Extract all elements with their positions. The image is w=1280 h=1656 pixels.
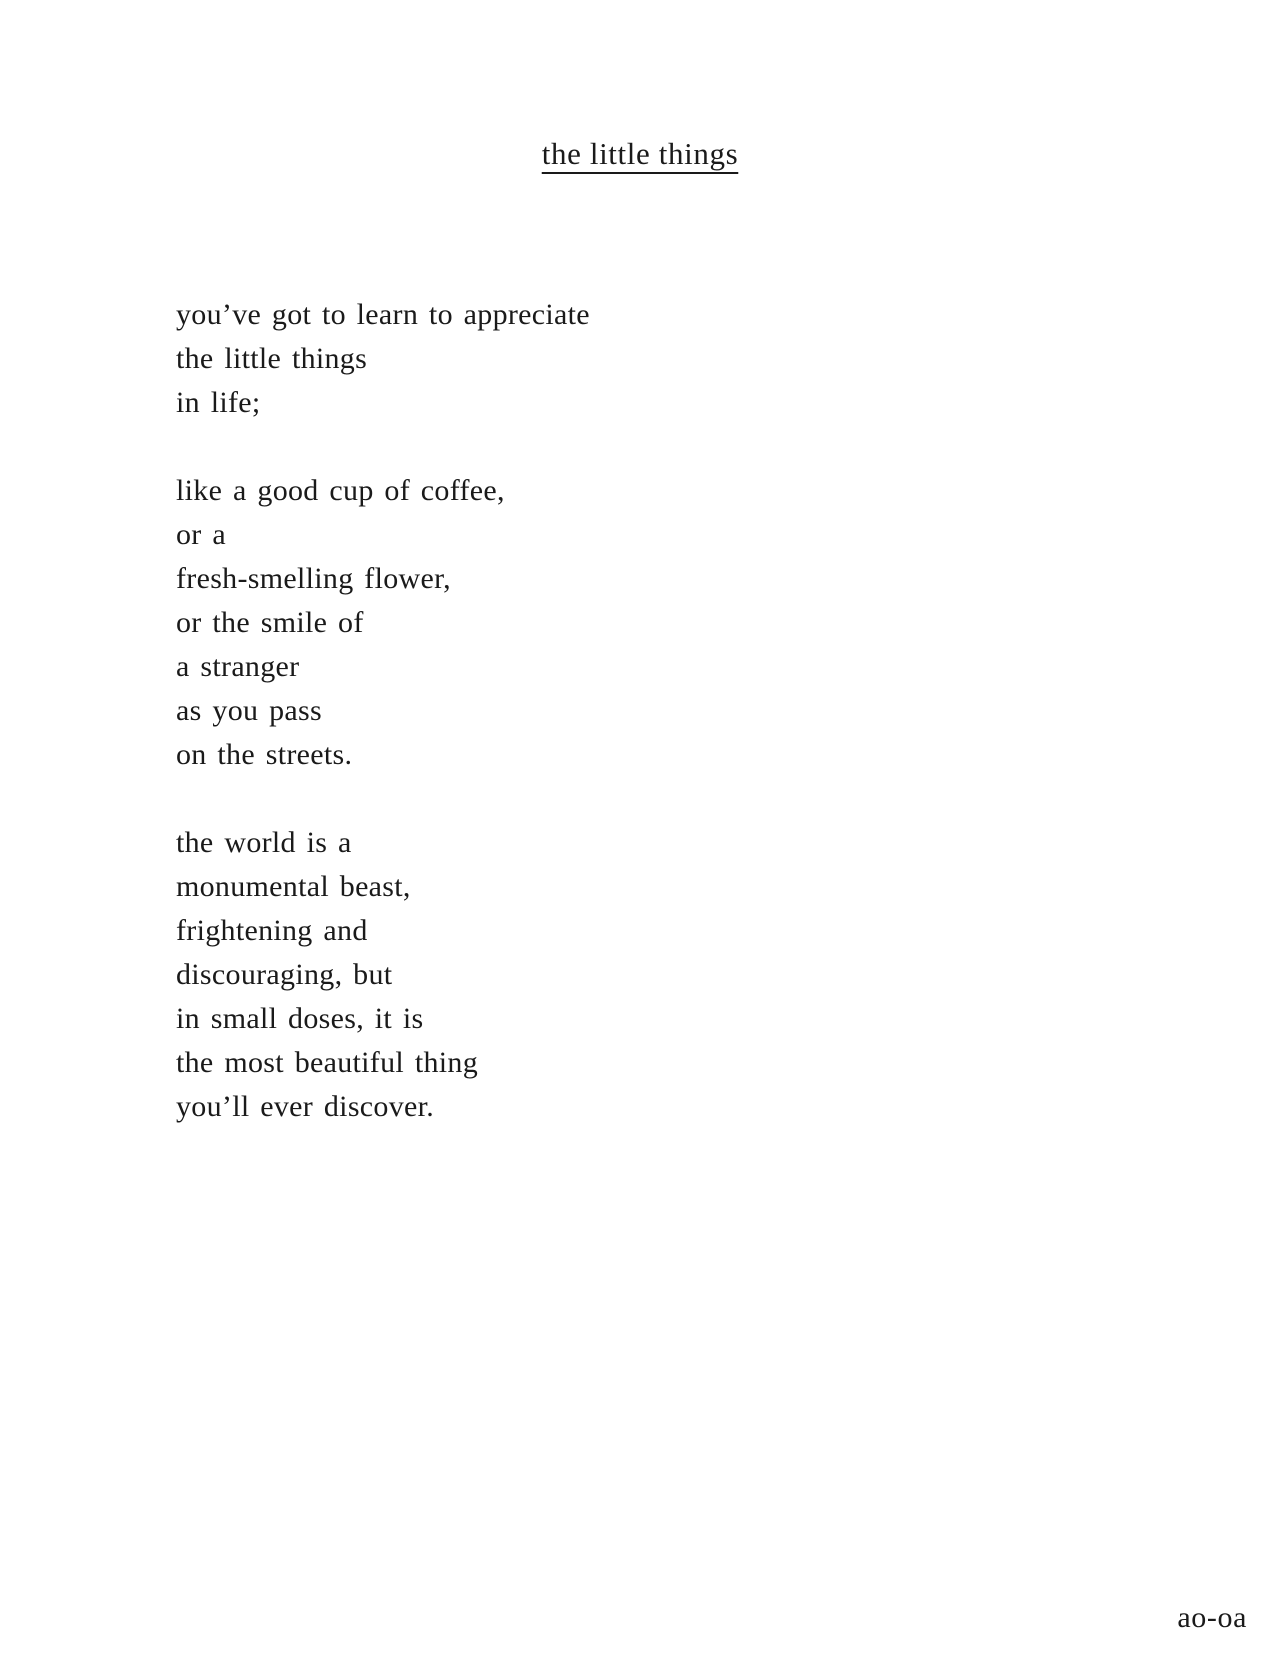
poem-line: discouraging, but <box>176 958 393 991</box>
poem-line: in small doses, it is <box>176 1002 424 1035</box>
poem-title: the little things <box>541 136 739 171</box>
poem-line: a stranger <box>176 650 300 683</box>
poem-line: the little things <box>176 342 368 375</box>
poem-line: you’ve got to learn to appreciate <box>176 298 590 331</box>
poem-line: frightening and <box>176 914 368 947</box>
poem-line: on the streets. <box>176 738 353 771</box>
poem-line: or the smile of <box>176 606 364 639</box>
stanza <box>176 469 590 777</box>
stanza <box>176 821 590 1129</box>
poem-line: the most beautiful thing <box>176 1046 478 1079</box>
poem-line: you’ll ever discover. <box>176 1090 435 1123</box>
poem-line: in life; <box>176 386 261 419</box>
stanza <box>176 293 590 425</box>
poem-line: monumental beast, <box>176 870 411 903</box>
poem-line: as you pass <box>176 694 322 727</box>
poem-line: like a good cup of coffee, <box>176 474 505 507</box>
poem-line: or a <box>176 518 227 551</box>
poem-body <box>176 293 590 1129</box>
poem-line: the world is a <box>176 826 352 859</box>
author-signature: ao-oa <box>1177 1601 1247 1634</box>
poem-line: fresh-smelling flower, <box>176 562 451 595</box>
